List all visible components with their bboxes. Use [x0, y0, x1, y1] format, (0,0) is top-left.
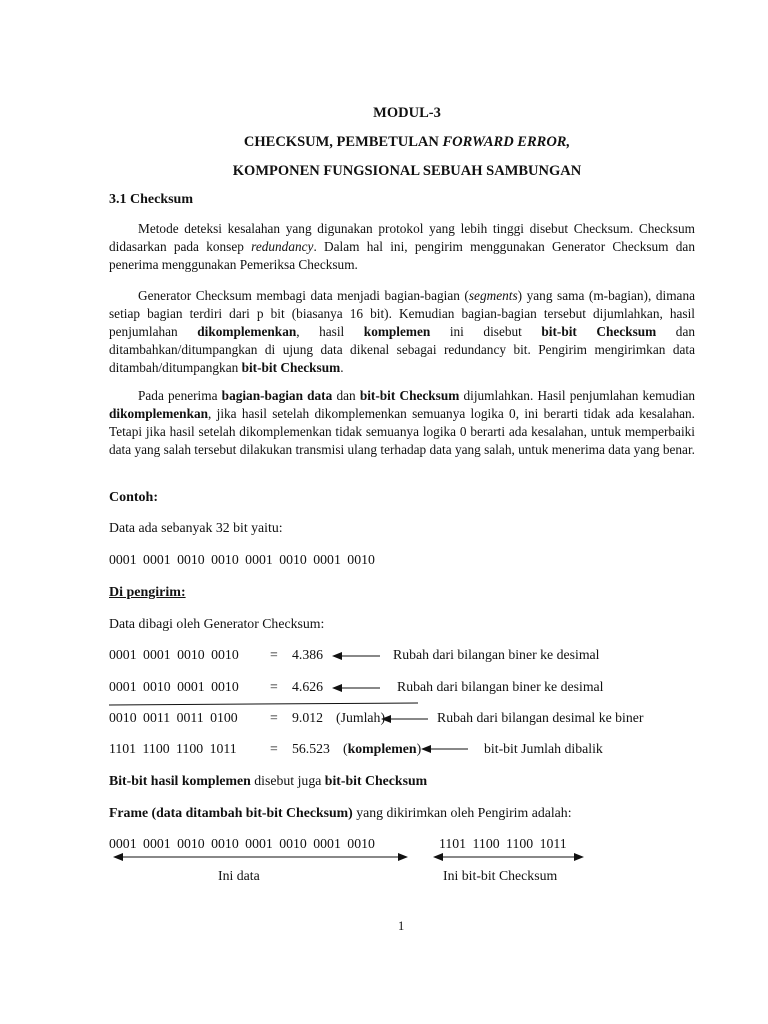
p2-bold-h: bit-bit Checksum — [541, 324, 657, 339]
frame-data-bits: 0001 0001 0010 0010 0001 0010 0001 0010 — [109, 836, 375, 851]
p2-text-c: ) yang sama (m-bagian), dimana setiap bagian terdiri dari p bit (biasanya 16 bit). Kemudian bagian-bagian tersebut dijumlahkan, hasil penjumlahan — [109, 288, 695, 339]
frame-checksum-bits: 1101 1100 1100 1011 — [439, 836, 567, 851]
module-title: MODUL-3 — [373, 105, 441, 121]
p3-text-c: dan — [332, 388, 360, 403]
row-3-paren: (Jumlah) — [336, 710, 386, 725]
row-1-bits: 0001 0001 0010 0010 — [109, 647, 239, 662]
row-3-bits: 0010 0011 0011 0100 — [109, 710, 238, 725]
frame-data-label: Ini data — [218, 868, 260, 883]
row-4-paren: (komplemen) — [343, 741, 422, 756]
row-1-equals: = — [270, 647, 278, 662]
row-4-paren-bold: komplemen — [347, 741, 417, 756]
row-1-note: Rubah dari bilangan biner ke desimal — [393, 647, 600, 662]
row-2-equals: = — [270, 679, 278, 694]
example-heading: Contoh: — [109, 490, 159, 505]
p1-text-c: . Dalam hal ini, pengirim menggunakan Generator Checksum dan penerima menggunakan Pemeriksa Checksum. — [109, 239, 695, 272]
p3-bold-d: bit-bit Checksum — [359, 388, 460, 403]
p3-bold-b: bagian-bagian data — [221, 388, 333, 403]
row-3-note: Rubah dari bilangan desimal ke biner — [437, 710, 644, 725]
summary-bold-c: bit-bit Checksum — [324, 773, 428, 788]
sender-intro: Data dibagi oleh Generator Checksum: — [109, 616, 325, 631]
p2-text-e: , hasil — [296, 324, 364, 339]
p2-bold-d: dikomplemenkan — [197, 324, 297, 339]
row-4-equals: = — [270, 741, 278, 756]
row-2-value: 4.626 — [292, 679, 324, 694]
sum-rule — [109, 703, 418, 705]
p3-bold-f: dikomplemenkan — [109, 406, 209, 421]
p3-text-g: , jika hasil setelah dikomplemenkan semuanya logika 0, ini berarti tidak ada kesalahan. Tetapi jika hasil setelah dikomplemenkan tidak semuanya logika 0 berarti ada kesalahan, untuk memperbaiki data yang salah tersebut dilakukan transmisi ulang terhadap data yang salah, untuk menerima data yang benar. — [109, 406, 695, 457]
row-4-note: bit-bit Jumlah dibalik — [484, 741, 603, 756]
section-heading: 3.1 Checksum — [109, 192, 194, 207]
example-bits: 0001 0001 0010 0010 0001 0010 0001 0010 — [109, 552, 375, 567]
row-4-value: 56.523 — [292, 741, 330, 756]
row-3-value: 9.012 — [292, 710, 324, 725]
summary-bold-a: Bit-bit hasil komplemen — [109, 773, 251, 788]
row-2-note: Rubah dari bilangan biner ke desimal — [397, 679, 604, 694]
p2-text-italic: segments — [468, 288, 518, 303]
row-2-bits: 0001 0010 0001 0010 — [109, 679, 239, 694]
p3-text-e: dijumlahkan. Hasil penjumlahan kemudian — [459, 388, 695, 403]
p2-text-i: dan ditambahkan/ditumpangkan di ujung data dikenal sebagai redundancy bit. Pengirim mengirimkan data ditambah/ditumpangkan — [109, 324, 695, 375]
page-number: 1 — [398, 919, 405, 933]
p2-bold-j: bit-bit Checksum — [241, 360, 341, 375]
p2-text-k: . — [340, 360, 344, 375]
p2-text-a: Generator Checksum membagi data menjadi bagian-bagian ( — [138, 288, 469, 303]
chapter-subtitle: KOMPONEN FUNGSIONAL SEBUAH SAMBUNGAN — [232, 163, 582, 179]
example-intro: Data ada sebanyak 32 bit yaitu: — [109, 520, 283, 535]
frame-bold: Frame (data ditambah bit-bit Checksum) — [109, 805, 353, 820]
frame-checksum-label: Ini bit-bit Checksum — [443, 868, 558, 883]
chapter-title-main: CHECKSUM, PEMBETULAN — [243, 134, 443, 150]
p2-text-g: ini disebut — [430, 324, 542, 339]
row-3-equals: = — [270, 710, 278, 725]
chapter-title-italic: FORWARD ERROR, — [442, 134, 571, 150]
p3-text-a: Pada penerima — [138, 388, 222, 403]
row-1-value: 4.386 — [292, 647, 324, 662]
p1-text-italic: redundancy — [251, 239, 314, 254]
row-4-bits: 1101 1100 1100 1011 — [109, 741, 237, 756]
p1-text-a: Metode deteksi kesalahan yang digunakan protokol yang lebih tinggi disebut Checksum. Checksum didasarkan pada konsep — [109, 221, 695, 254]
frame-text: yang dikirimkan oleh Pengirim adalah: — [352, 805, 572, 820]
summary-text: disebut juga — [250, 773, 325, 788]
sender-heading: Di pengirim: — [109, 585, 186, 600]
p2-bold-f: komplemen — [363, 324, 431, 339]
